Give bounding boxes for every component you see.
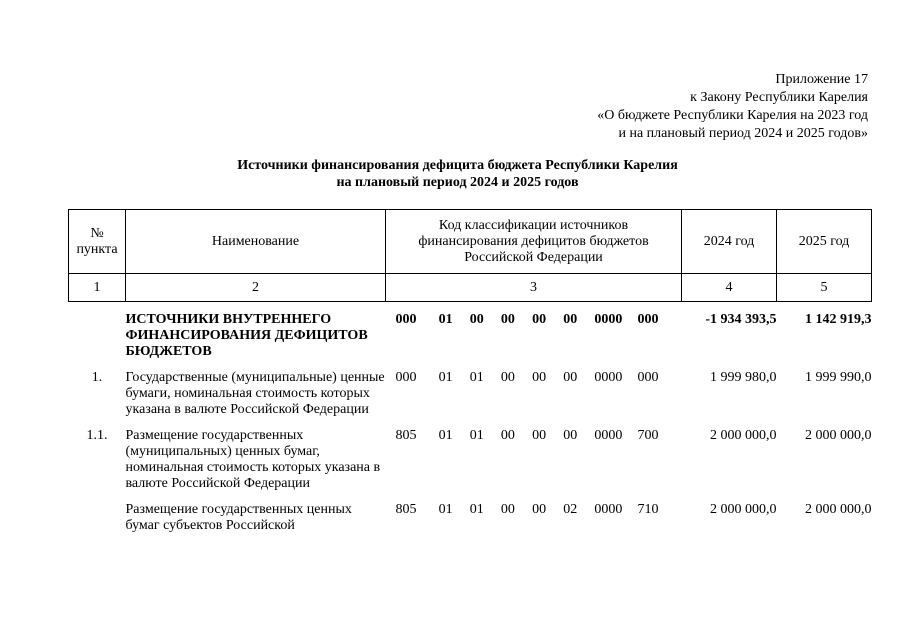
code-part: 01 xyxy=(438,312,453,327)
header-2025: 2025 год xyxy=(777,210,872,274)
amount-2024: 2 000 000,0 xyxy=(710,428,777,443)
code-part: 00 xyxy=(469,312,484,327)
item-name: Размещение государственных ценных бумаг субъектов Российской xyxy=(125,502,352,533)
code-part: 00 xyxy=(532,312,547,327)
table-row xyxy=(69,360,872,418)
amount-2025: 1 142 919,3 xyxy=(805,312,872,327)
item-number xyxy=(69,302,126,361)
classification-code xyxy=(386,418,682,492)
code-part: 01 xyxy=(438,370,453,385)
code-part: 00 xyxy=(500,428,515,443)
code-part: 00 xyxy=(563,428,578,443)
column-number: 2 xyxy=(126,274,386,302)
appendix-line: и на плановый период 2024 и 2025 годов» xyxy=(618,126,868,141)
classification-code xyxy=(386,492,682,534)
code-part: 00 xyxy=(563,312,578,327)
column-number: 3 xyxy=(386,274,682,302)
code-part: 00 xyxy=(532,502,547,517)
column-number: 1 xyxy=(69,274,126,302)
amount-2025: 2 000 000,0 xyxy=(805,428,872,443)
code-part: 00 xyxy=(500,502,515,517)
header-name: Наименование xyxy=(126,210,386,274)
appendix-line: Приложение 17 xyxy=(775,72,868,87)
header-no: № пункта xyxy=(69,210,126,274)
code-part: 000 xyxy=(637,370,659,385)
code-part: 000 xyxy=(395,370,417,385)
code-part: 01 xyxy=(469,502,484,517)
amount-2024: -1 934 393,5 xyxy=(705,312,777,327)
column-number: 5 xyxy=(777,274,872,302)
code-part: 000 xyxy=(395,312,417,327)
code-part: 805 xyxy=(395,428,417,443)
code-part: 02 xyxy=(563,502,578,517)
item-name: Государственные (муниципальные) ценные бумаги, номинальная стоимость которых указана в валюте Российской Федерации xyxy=(125,370,385,417)
appendix-line: «О бюджете Республики Карелия на 2023 год xyxy=(597,108,868,123)
header-2024: 2024 год xyxy=(682,210,777,274)
code-part: 01 xyxy=(438,502,453,517)
amount-2025: 2 000 000,0 xyxy=(805,502,872,517)
code-part: 00 xyxy=(563,370,578,385)
header-code: Код классификации источников финансирования дефицитов бюджетов Российской Федерации xyxy=(386,210,682,274)
document-title xyxy=(0,157,905,191)
amount-2025: 1 999 990,0 xyxy=(805,370,872,385)
column-number-row xyxy=(69,274,872,302)
sources-table xyxy=(68,209,872,534)
code-part: 00 xyxy=(500,312,515,327)
code-part: 01 xyxy=(469,370,484,385)
item-name: Размещение государственных (муниципальных) ценных бумаг, номинальная стоимость которых указана в валюте Российской Федерации xyxy=(125,428,381,491)
classification-code xyxy=(386,360,682,418)
code-part: 0000 xyxy=(594,428,623,443)
code-part: 0000 xyxy=(594,370,623,385)
code-part: 0000 xyxy=(594,502,623,517)
amount-2024: 1 999 980,0 xyxy=(710,370,777,385)
table-row xyxy=(69,492,872,534)
code-part: 805 xyxy=(395,502,417,517)
code-part: 0000 xyxy=(594,312,623,327)
item-number: 1.1. xyxy=(86,428,108,443)
table-row xyxy=(69,302,872,361)
code-part: 00 xyxy=(500,370,515,385)
code-part: 700 xyxy=(637,428,659,443)
code-part: 01 xyxy=(469,428,484,443)
code-part: 000 xyxy=(637,312,659,327)
item-number xyxy=(69,492,126,534)
item-number: 1. xyxy=(91,370,103,385)
code-part: 01 xyxy=(438,428,453,443)
table-header-row xyxy=(69,210,872,274)
column-number: 4 xyxy=(682,274,777,302)
appendix-line: к Закону Республики Карелия xyxy=(690,90,868,105)
appendix-header xyxy=(597,71,868,143)
table-row xyxy=(69,418,872,492)
amount-2024: 2 000 000,0 xyxy=(710,502,777,517)
item-name: ИСТОЧНИКИ ВНУТРЕННЕГО ФИНАНСИРОВАНИЯ ДЕФИЦИТОВ БЮДЖЕТОВ xyxy=(125,312,368,359)
code-part: 00 xyxy=(532,370,547,385)
title-line: на плановый период 2024 и 2025 годов xyxy=(336,175,579,190)
code-part: 00 xyxy=(532,428,547,443)
code-part: 710 xyxy=(637,502,659,517)
classification-code xyxy=(386,302,682,361)
title-line: Источники финансирования дефицита бюджета Республики Карелия xyxy=(237,158,678,173)
